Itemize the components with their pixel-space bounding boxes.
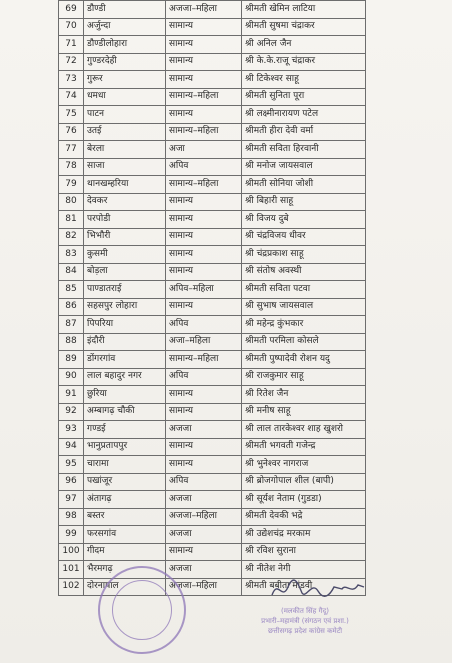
serial-number-cell: 79 — [59, 176, 84, 194]
appointee-name-cell: श्री ब्रोजगोपाल शील (बापी) — [242, 473, 366, 491]
category-cell: सामान्य — [166, 298, 242, 316]
serial-number-cell: 100 — [59, 543, 84, 561]
category-cell: अजजा — [166, 421, 242, 439]
appointee-name-cell: श्री मनोज जायसवाल — [242, 158, 366, 176]
appointee-name-cell: श्री उद्येशचंद्र मरकाम — [242, 526, 366, 544]
place-cell: पखांजूर — [84, 473, 166, 491]
appointee-name-cell: श्रीमती सुषमा चंद्राकर — [242, 18, 366, 36]
category-cell: सामान्य — [166, 193, 242, 211]
table-row — [59, 88, 366, 106]
appointee-name-cell: श्री संतोष अवस्थी — [242, 263, 366, 281]
office-seal-stamp — [98, 566, 186, 654]
category-cell: अपिव — [166, 316, 242, 334]
category-cell: सामान्य — [166, 211, 242, 229]
serial-number-cell: 91 — [59, 386, 84, 404]
place-cell: डौण्डीलोहारा — [84, 36, 166, 54]
appointee-name-cell: श्री चंद्रविजय धीवर — [242, 228, 366, 246]
table-row — [59, 333, 366, 351]
serial-number-cell: 95 — [59, 456, 84, 474]
place-cell: लाल बहादुर नगर — [84, 368, 166, 386]
category-cell: सामान्य — [166, 456, 242, 474]
category-cell: सामान्य — [166, 543, 242, 561]
category-cell: सामान्य–महिला — [166, 88, 242, 106]
appointee-name-cell: श्रीमती हीरा देवी वर्मा — [242, 123, 366, 141]
serial-number-cell: 101 — [59, 561, 84, 579]
serial-number-cell: 93 — [59, 421, 84, 439]
place-cell: बोड़ला — [84, 263, 166, 281]
place-cell: पाटन — [84, 106, 166, 124]
serial-number-cell: 74 — [59, 88, 84, 106]
table-row — [59, 281, 366, 299]
serial-number-cell: 99 — [59, 526, 84, 544]
appointee-name-cell: श्री के.के.राजू चंद्राकर — [242, 53, 366, 71]
category-cell: सामान्य–महिला — [166, 351, 242, 369]
table-row — [59, 36, 366, 54]
table-row — [59, 158, 366, 176]
place-cell: भानुप्रतापपुर — [84, 438, 166, 456]
serial-number-cell: 78 — [59, 158, 84, 176]
place-cell: बेरला — [84, 141, 166, 159]
appointee-name-cell: श्रीमती सविता पटवा — [242, 281, 366, 299]
category-cell: सामान्य — [166, 228, 242, 246]
serial-number-cell: 70 — [59, 18, 84, 36]
serial-number-cell: 89 — [59, 351, 84, 369]
table-row — [59, 386, 366, 404]
category-cell: सामान्य — [166, 71, 242, 89]
table-row — [59, 1, 366, 19]
signatory-name: (मलकीत सिंह गैदू) — [281, 607, 329, 615]
place-cell: साजा — [84, 158, 166, 176]
place-cell: देवकर — [84, 193, 166, 211]
appointee-name-cell: श्री लाल तारकेश्वर शाह खुशरो — [242, 421, 366, 439]
serial-number-cell: 80 — [59, 193, 84, 211]
serial-number-cell: 69 — [59, 1, 84, 19]
place-cell: अंतागढ़ — [84, 491, 166, 509]
table-row — [59, 491, 366, 509]
appointee-name-cell: श्री नीतेश नेगी — [242, 561, 366, 579]
serial-number-cell: 71 — [59, 36, 84, 54]
category-cell: अपिव — [166, 158, 242, 176]
serial-number-cell: 102 — [59, 578, 84, 596]
category-cell: अजजा — [166, 561, 242, 579]
category-cell: अपिव–महिला — [166, 281, 242, 299]
appointee-name-cell: श्रीमती देवकी भद्रे — [242, 508, 366, 526]
category-cell: सामान्य — [166, 263, 242, 281]
place-cell: भिभौरी — [84, 228, 166, 246]
category-cell: सामान्य — [166, 18, 242, 36]
table-row — [59, 438, 366, 456]
appointee-name-cell: श्री लक्ष्मीनारायण पटेल — [242, 106, 366, 124]
table-row — [59, 18, 366, 36]
serial-number-cell: 88 — [59, 333, 84, 351]
serial-number-cell: 90 — [59, 368, 84, 386]
place-cell: डोंगरगांव — [84, 351, 166, 369]
category-cell: सामान्य — [166, 246, 242, 264]
category-cell: सामान्य — [166, 386, 242, 404]
category-cell: अजजा–महिला — [166, 1, 242, 19]
appointee-name-cell: श्री भुनेश्वर नागराज — [242, 456, 366, 474]
appointment-table — [58, 0, 366, 596]
category-cell: अजा–महिला — [166, 333, 242, 351]
category-cell: सामान्य — [166, 106, 242, 124]
category-cell: सामान्य–महिला — [166, 123, 242, 141]
table-row — [59, 123, 366, 141]
category-cell: सामान्य — [166, 53, 242, 71]
table-row — [59, 508, 366, 526]
appointee-name-cell: श्री राजकुमार साहू — [242, 368, 366, 386]
serial-number-cell: 77 — [59, 141, 84, 159]
category-cell: सामान्य–महिला — [166, 176, 242, 194]
place-cell: गण्डई — [84, 421, 166, 439]
signatory-office: छत्तीसगढ़ प्रदेश कांग्रेस कमेटी — [267, 627, 343, 635]
appointee-name-cell: श्रीमती खेमिन लाटिया — [242, 1, 366, 19]
appointee-name-cell: श्रीमती सुनिता पूरा — [242, 88, 366, 106]
category-cell: अपिव — [166, 368, 242, 386]
appointee-name-cell: श्री टिकेश्वर साहू — [242, 71, 366, 89]
place-cell: डौण्डी — [84, 1, 166, 19]
serial-number-cell: 76 — [59, 123, 84, 141]
place-cell: गुण्डरदेही — [84, 53, 166, 71]
place-cell: छुरिया — [84, 386, 166, 404]
place-cell: चारामा — [84, 456, 166, 474]
table-row — [59, 543, 366, 561]
category-cell: अजा — [166, 141, 242, 159]
handwritten-signature — [268, 575, 368, 603]
serial-number-cell: 73 — [59, 71, 84, 89]
serial-number-cell: 92 — [59, 403, 84, 421]
serial-number-cell: 72 — [59, 53, 84, 71]
serial-number-cell: 97 — [59, 491, 84, 509]
table-row — [59, 351, 366, 369]
appointee-name-cell: श्री अनिल जैन — [242, 36, 366, 54]
table-row — [59, 193, 366, 211]
place-cell: भैरमगढ़ — [84, 561, 166, 579]
appointee-name-cell: श्री विजय दुबे — [242, 211, 366, 229]
appointee-name-cell: श्री रितेश जैन — [242, 386, 366, 404]
table-row — [59, 263, 366, 281]
table-row — [59, 526, 366, 544]
table-row — [59, 368, 366, 386]
appointee-name-cell: श्रीमती बबीता मांडवी — [242, 578, 366, 596]
serial-number-cell: 81 — [59, 211, 84, 229]
appointee-name-cell: श्री सुभाष जायसवाल — [242, 298, 366, 316]
table-row — [59, 403, 366, 421]
serial-number-cell: 84 — [59, 263, 84, 281]
place-cell: दोरनापाल — [84, 578, 166, 596]
place-cell: धमधा — [84, 88, 166, 106]
appointee-name-cell: श्रीमती सविता हिरवानी — [242, 141, 366, 159]
appointee-name-cell: श्री महेन्द्र कुंभकार — [242, 316, 366, 334]
serial-number-cell: 87 — [59, 316, 84, 334]
serial-number-cell: 86 — [59, 298, 84, 316]
signatory-designation: प्रभारी–महामंत्री (संगठन एवं प्रशा.) — [261, 617, 349, 625]
category-cell: अजजा — [166, 491, 242, 509]
category-cell: अपिव — [166, 473, 242, 491]
place-cell: फरसगांव — [84, 526, 166, 544]
place-cell: पाण्डातराई — [84, 281, 166, 299]
table-row — [59, 176, 366, 194]
table-row — [59, 298, 366, 316]
table-row — [59, 106, 366, 124]
table-row — [59, 421, 366, 439]
place-cell: उतई — [84, 123, 166, 141]
table-row — [59, 141, 366, 159]
serial-number-cell: 83 — [59, 246, 84, 264]
place-cell: पिपरिया — [84, 316, 166, 334]
place-cell: थानखम्हरिया — [84, 176, 166, 194]
place-cell: अर्जुन्दा — [84, 18, 166, 36]
table-row — [59, 211, 366, 229]
table-row — [59, 228, 366, 246]
place-cell: परपोडी — [84, 211, 166, 229]
signature-block — [246, 606, 364, 636]
serial-number-cell: 94 — [59, 438, 84, 456]
serial-number-cell: 82 — [59, 228, 84, 246]
table-row — [59, 316, 366, 334]
place-cell: गीदम — [84, 543, 166, 561]
appointee-name-cell: श्रीमती पुष्पादेवी रोशन यदु — [242, 351, 366, 369]
appointee-name-cell: श्री मनीष साहू — [242, 403, 366, 421]
appointee-name-cell: श्रीमती परमिला कोसले — [242, 333, 366, 351]
place-cell: गुरूर — [84, 71, 166, 89]
serial-number-cell: 96 — [59, 473, 84, 491]
appointee-name-cell: श्री रविश सुराना — [242, 543, 366, 561]
category-cell: अजजा — [166, 526, 242, 544]
table-row — [59, 246, 366, 264]
table-row — [59, 473, 366, 491]
place-cell: कुसमी — [84, 246, 166, 264]
appointee-name-cell: श्रीमती सोनिया जोशी — [242, 176, 366, 194]
appointee-name-cell: श्री सूर्यश नेताम (गुडडा) — [242, 491, 366, 509]
appointee-name-cell: श्रीमती भगवती गजेन्द्र — [242, 438, 366, 456]
serial-number-cell: 75 — [59, 106, 84, 124]
table-row — [59, 53, 366, 71]
category-cell: अजजा–महिला — [166, 508, 242, 526]
table-row — [59, 456, 366, 474]
table-row — [59, 71, 366, 89]
appointee-name-cell: श्री बिहारी साहू — [242, 193, 366, 211]
place-cell: सहसपुर लोहारा — [84, 298, 166, 316]
category-cell: सामान्य — [166, 36, 242, 54]
category-cell: अजजा–महिला — [166, 578, 242, 596]
serial-number-cell: 98 — [59, 508, 84, 526]
category-cell: सामान्य — [166, 438, 242, 456]
category-cell: सामान्य — [166, 403, 242, 421]
place-cell: अम्बागढ़ चौकी — [84, 403, 166, 421]
appointee-name-cell: श्री चंद्रप्रकाश साहू — [242, 246, 366, 264]
serial-number-cell: 85 — [59, 281, 84, 299]
place-cell: इंदौरी — [84, 333, 166, 351]
place-cell: बस्तर — [84, 508, 166, 526]
table-body — [59, 1, 366, 596]
